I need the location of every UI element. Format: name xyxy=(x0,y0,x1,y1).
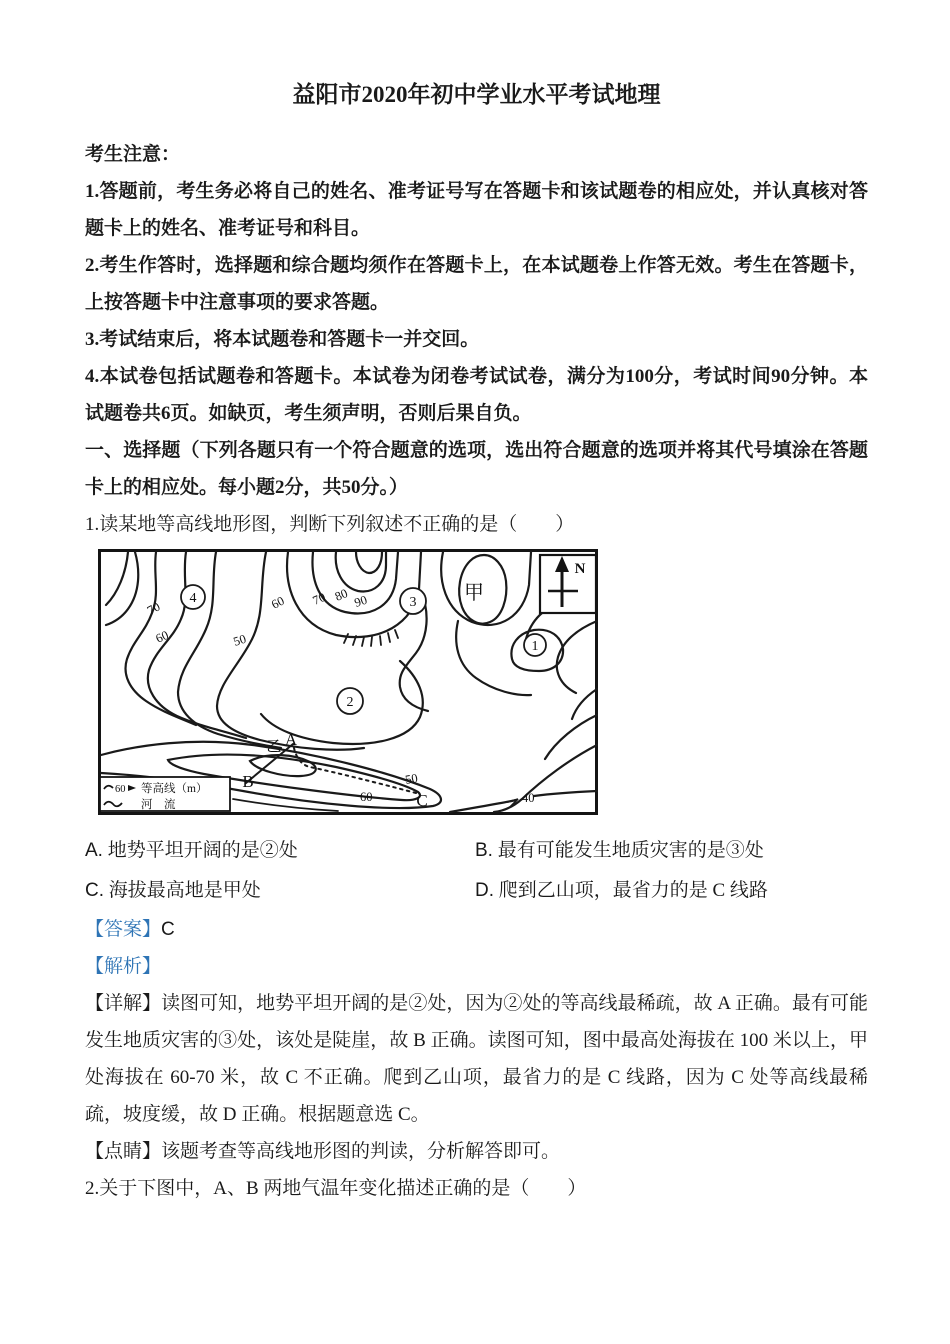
route-point-c-label: C xyxy=(416,791,428,810)
option-a-text: 地势平坦开阔的是②处 xyxy=(107,840,298,861)
contour-lines xyxy=(101,552,597,812)
legend-contour-label: 等高线（m） xyxy=(141,783,208,795)
question-1-options xyxy=(85,831,868,911)
option-c-text: 海拔最高地是甲处 xyxy=(108,880,261,901)
compass-n-label: N xyxy=(574,561,586,577)
detail-tag: 【详解】 xyxy=(85,993,162,1014)
notice-item-2: 2.考生作答时，选择题和综合题均须作在答题卡上，在本试题卷上作答无效。考生在答题卡，上按答题卡中注意事项的要求答题。 xyxy=(85,255,868,313)
legend-river-label: 河 流 xyxy=(141,799,176,811)
section-heading: 一、选择题（下列各题只有一个符合题意的选项，选出符合题意的选项并将其代号填涂在答题卡上的相应处。每小题2分，共50分。） xyxy=(85,440,868,498)
option-a-label: A. xyxy=(85,840,103,861)
contour-map-figure xyxy=(98,549,598,815)
map-point-2: 2 xyxy=(346,695,354,710)
notice-item-1: 1.答题前，考生务必将自己的姓名、准考证号写在答题卡和该试题卷的相应处，并认真核对答题卡上的姓名、准考证号和科目。 xyxy=(85,181,868,239)
map-point-3: 3 xyxy=(409,595,417,610)
route-point-b-label: B xyxy=(242,772,254,791)
option-b-text: 最有可能发生地质灾害的是③处 xyxy=(497,840,764,861)
option-c xyxy=(85,871,475,911)
notice-heading: 考生注意： xyxy=(85,144,181,165)
option-b-label: B. xyxy=(475,840,493,861)
contour-label-50-left: 50 xyxy=(231,631,248,649)
contour-map-svg xyxy=(98,549,598,815)
option-c-label: C. xyxy=(85,880,104,901)
map-legend xyxy=(100,777,230,811)
tip-text: 该题考查等高线地形图的判读，分析解答即可。 xyxy=(161,1141,561,1162)
analysis-line xyxy=(85,948,868,985)
option-b xyxy=(475,831,764,871)
option-d-text: 爬到乙山项，最省力的是 C 线路 xyxy=(498,880,768,901)
map-border xyxy=(100,551,597,814)
contour-label-70-top: 70 xyxy=(310,589,328,608)
notice-item-3: 3.考试结束后，将本试题卷和答题卡一并交回。 xyxy=(85,329,480,350)
answer-line xyxy=(85,911,868,948)
option-d xyxy=(475,871,768,911)
option-d-label: D. xyxy=(475,880,494,901)
notice-item-4: 4.本试卷包括试题卷和答题卡。本试卷为闭卷考试试卷，满分为100分，考试时间90分钟。本试题卷共6页。如缺页，考生须声明，否则后果自负。 xyxy=(85,366,868,424)
contour-label-90-top: 90 xyxy=(352,592,369,610)
map-point-1: 1 xyxy=(531,639,539,654)
contour-label-80-top: 80 xyxy=(332,586,350,604)
detail-paragraph xyxy=(85,985,868,1133)
analysis-tag: 【解析】 xyxy=(85,956,162,977)
question-2-stem: 2.关于下图中，A、B 两地气温年变化描述正确的是（ ） xyxy=(85,1178,587,1199)
contour-label-50-bottom: 50 xyxy=(404,770,419,787)
contour-label-60-top: 60 xyxy=(269,593,287,612)
detail-text: 读图可知，地势平坦开阔的是②处，因为②处的等高线最稀疏，故 A 正确。最有可能发生地质灾害的③处，该处是陡崖，故 B 正确。读图可知，图中最高处海拔在 100 米以上，甲处海拔在 60-70 米，故 C 不正确。爬到乙山项，最省力的是 C 线路，因为 C 处等高线最稀疏，坡度缓，故 D 正确。根据题意选 C。 xyxy=(85,993,868,1125)
tip-paragraph xyxy=(85,1133,868,1170)
question-1-stem: 1.读某地等高线地形图，判断下列叙述不正确的是（ ） xyxy=(85,514,575,535)
contour-label-60-bottom: 60 xyxy=(360,790,373,804)
answer-tag: 【答案】 xyxy=(85,919,162,940)
map-place-labels xyxy=(242,582,484,810)
page-title: 益阳市2020年初中学业水平考试地理 xyxy=(292,82,661,107)
option-a xyxy=(85,831,475,871)
contour-label-70-tl: 70 xyxy=(144,599,163,618)
peak-yi-label: 乙 xyxy=(266,739,282,755)
tip-tag: 【点睛】 xyxy=(85,1141,162,1162)
compass-north-arrow xyxy=(540,555,596,613)
option-row-1 xyxy=(85,831,868,871)
map-point-4: 4 xyxy=(189,591,197,606)
legend-contour-value: 60 xyxy=(115,784,126,795)
contour-label-40-br: 40 xyxy=(522,791,535,805)
contour-label-60-tl: 60 xyxy=(153,627,171,646)
peak-jia-label: 甲 xyxy=(464,582,484,604)
answer-value: C xyxy=(161,919,175,940)
route-point-a-label: A xyxy=(284,730,298,749)
option-row-2 xyxy=(85,871,868,911)
